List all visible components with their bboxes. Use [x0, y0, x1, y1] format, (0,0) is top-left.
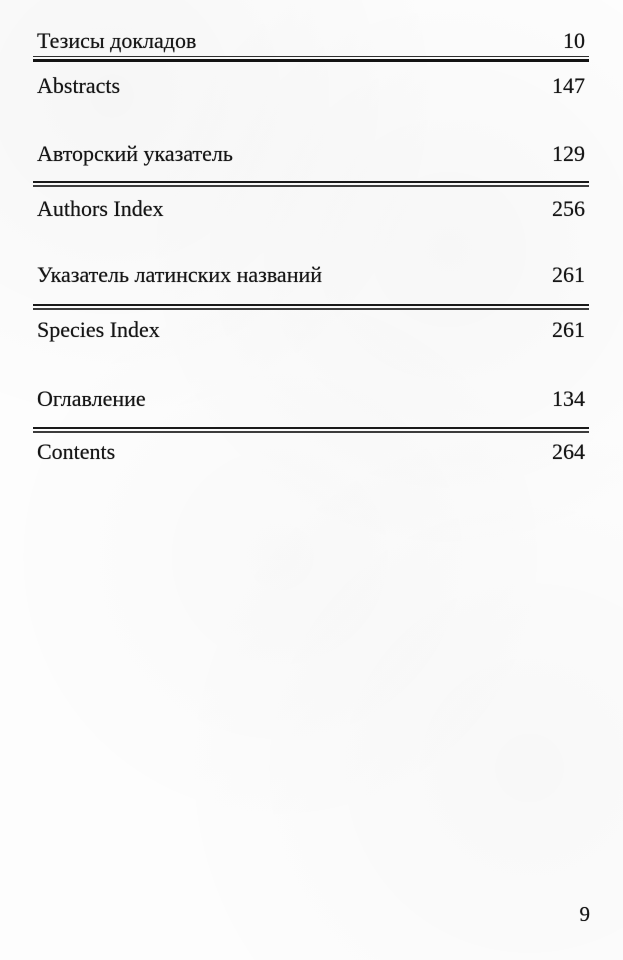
toc-entry [37, 262, 585, 288]
toc-entry-label: Указатель латинских названий [37, 262, 323, 287]
toc-entry-label: Contents [37, 439, 116, 464]
toc-entry-label: Тезисы докладов [37, 28, 197, 53]
toc-entry [37, 73, 585, 99]
toc-entry-page: 261 [552, 262, 585, 287]
double-rule-separator [33, 427, 589, 433]
double-rule-separator [33, 56, 589, 62]
double-rule-separator [33, 304, 589, 310]
toc-entry [37, 317, 585, 343]
toc-entry [37, 28, 585, 54]
toc-entry-label: Species Index [37, 317, 160, 342]
toc-entry-page: 10 [563, 28, 585, 53]
page-number: 9 [579, 902, 590, 926]
toc-entry-label: Authors Index [37, 196, 164, 221]
toc-entry-page: 129 [552, 141, 585, 166]
toc-entry [37, 386, 585, 412]
toc-entry-label: Оглавление [37, 386, 146, 411]
toc-entry-page: 264 [552, 439, 585, 464]
toc-entry-page: 261 [552, 317, 585, 342]
toc-entry [37, 141, 585, 167]
toc-entry-label: Авторский указатель [37, 141, 233, 166]
toc-entry-page: 147 [552, 73, 585, 98]
toc-entry-page: 134 [552, 386, 585, 411]
toc-entry [37, 196, 585, 222]
toc-entry [37, 439, 585, 465]
double-rule-separator [33, 181, 589, 187]
toc-entry-label: Abstracts [37, 73, 121, 98]
toc-entry-page: 256 [552, 196, 585, 221]
